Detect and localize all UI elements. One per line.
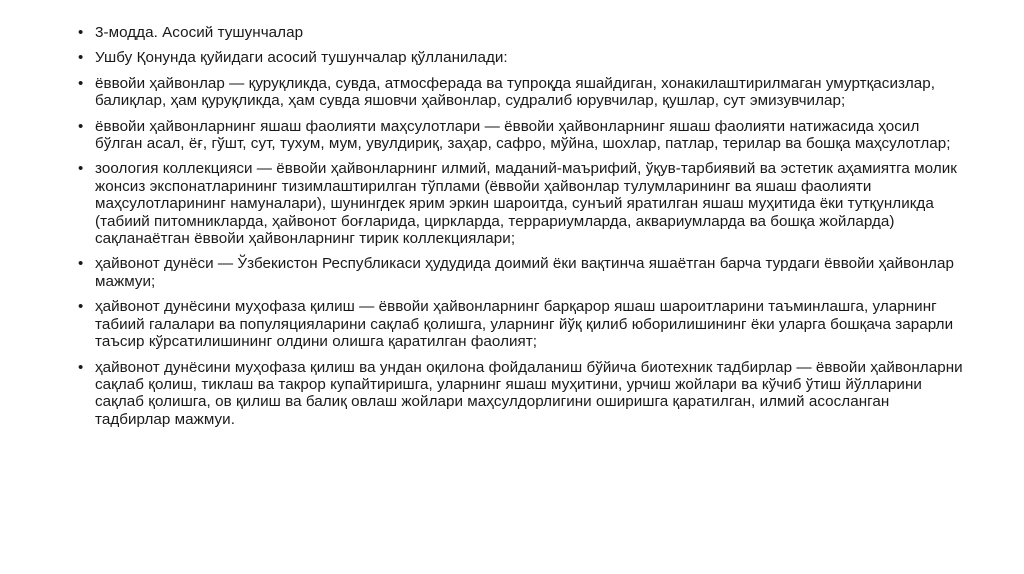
bullet-item [78, 359, 964, 429]
bullet-icon: • [78, 49, 84, 67]
bullet-item [78, 118, 964, 153]
bullet-text: зоология коллекцияси — ёввойи ҳайвонларнинг илмий, маданий-маърифий, ўқув-тарбиявий ва эстетик аҳамиятга молик жонсиз экспонатларининг тизимлаштирилган тўплами (ёввойи ҳайвонлар тулумларининг ва яшаш фаолияти маҳсулотларининг намуналари), шунингдек ярим эркин шароитда, сунъий яратилган яшаш муҳитида ёки тутқунликда (табиий питомникларда, ҳайвонот боғларида, циркларда, террариумларда, аквариумларда ва бошқа жойларда) сақланаётган ёввойи ҳайвонларнинг тирик коллекциялари; [95, 160, 957, 248]
bullet-icon: • [78, 117, 84, 135]
bullet-text: 3-модда. Асосий тушунчалар [95, 24, 304, 41]
bullet-list [78, 24, 964, 428]
bullet-item [78, 255, 964, 290]
bullet-icon: • [78, 160, 84, 178]
bullet-icon: • [78, 298, 84, 316]
bullet-item [78, 298, 964, 350]
bullet-text: ҳайвонот дунёсини муҳофаза қилиш ва ундан оқилона фойдаланиш бўйича биотехник тадбирлар — ёввойи ҳайвонларни сақлаб қолиш, тиклаш ва такрор купайтиришга, уларнинг яшаш муҳитини, урчиш жойлари ва кўчиб ўтиш йўлларини сақлаб қолишга, ов қилиш ва балиқ овлаш жойлари маҳсулдорлигини оширишга қаратилган, илмий асосланган тадбирлар мажмуи. [95, 358, 963, 428]
bullet-item [78, 24, 964, 41]
bullet-icon: • [78, 24, 84, 41]
bullet-item [78, 75, 964, 110]
bullet-icon: • [78, 358, 84, 376]
bullet-text: ёввойи ҳайвонларнинг яшаш фаолияти маҳсулотлари — ёввойи ҳайвонларнинг яшаш фаолияти натижасида ҳосил бўлган асал, ёғ, гўшт, сут, тухум, мум, увулдириқ, заҳар, сафро, мўйна, шохлар, патлар, терилар ва бошқа маҳсулотлар; [95, 117, 951, 153]
bullet-text: ёввойи ҳайвонлар — қуруқликда, сувда, атмосферада ва тупроқда яшайдиган, хонакилаштирилмаган умуртқасизлар, балиқлар, ҳам қуруқликда, ҳам сувда яшовчи ҳайвонлар, судралиб юрувчилар, қушлар, сут эмизувчилар; [95, 74, 935, 110]
bullet-icon: • [78, 74, 84, 92]
bullet-icon: • [78, 255, 84, 273]
bullet-item [78, 160, 964, 247]
bullet-text: Ушбу Қонунда қуйидаги асосий тушунчалар қўлланилади: [95, 49, 508, 67]
bullet-text: ҳайвонот дунёси — Ўзбекистон Республикаси ҳудудида доимий ёки вақтинча яшаётган барча турдаги ёввойи ҳайвонлар мажмуи; [95, 255, 954, 290]
bullet-item [78, 49, 964, 66]
bullet-text: ҳайвонот дунёсини муҳофаза қилиш — ёввойи ҳайвонларнинг барқарор яшаш шароитларини таъминлашга, уларнинг табиий галалари ва популяцияларини сақлаб қолишга, уларнинг йўқ қилиб юборилишининг ёки уларга бошқача зарарли таъсир кўрсатилишининг олдини олишга қаратилган фаолият; [95, 298, 954, 351]
